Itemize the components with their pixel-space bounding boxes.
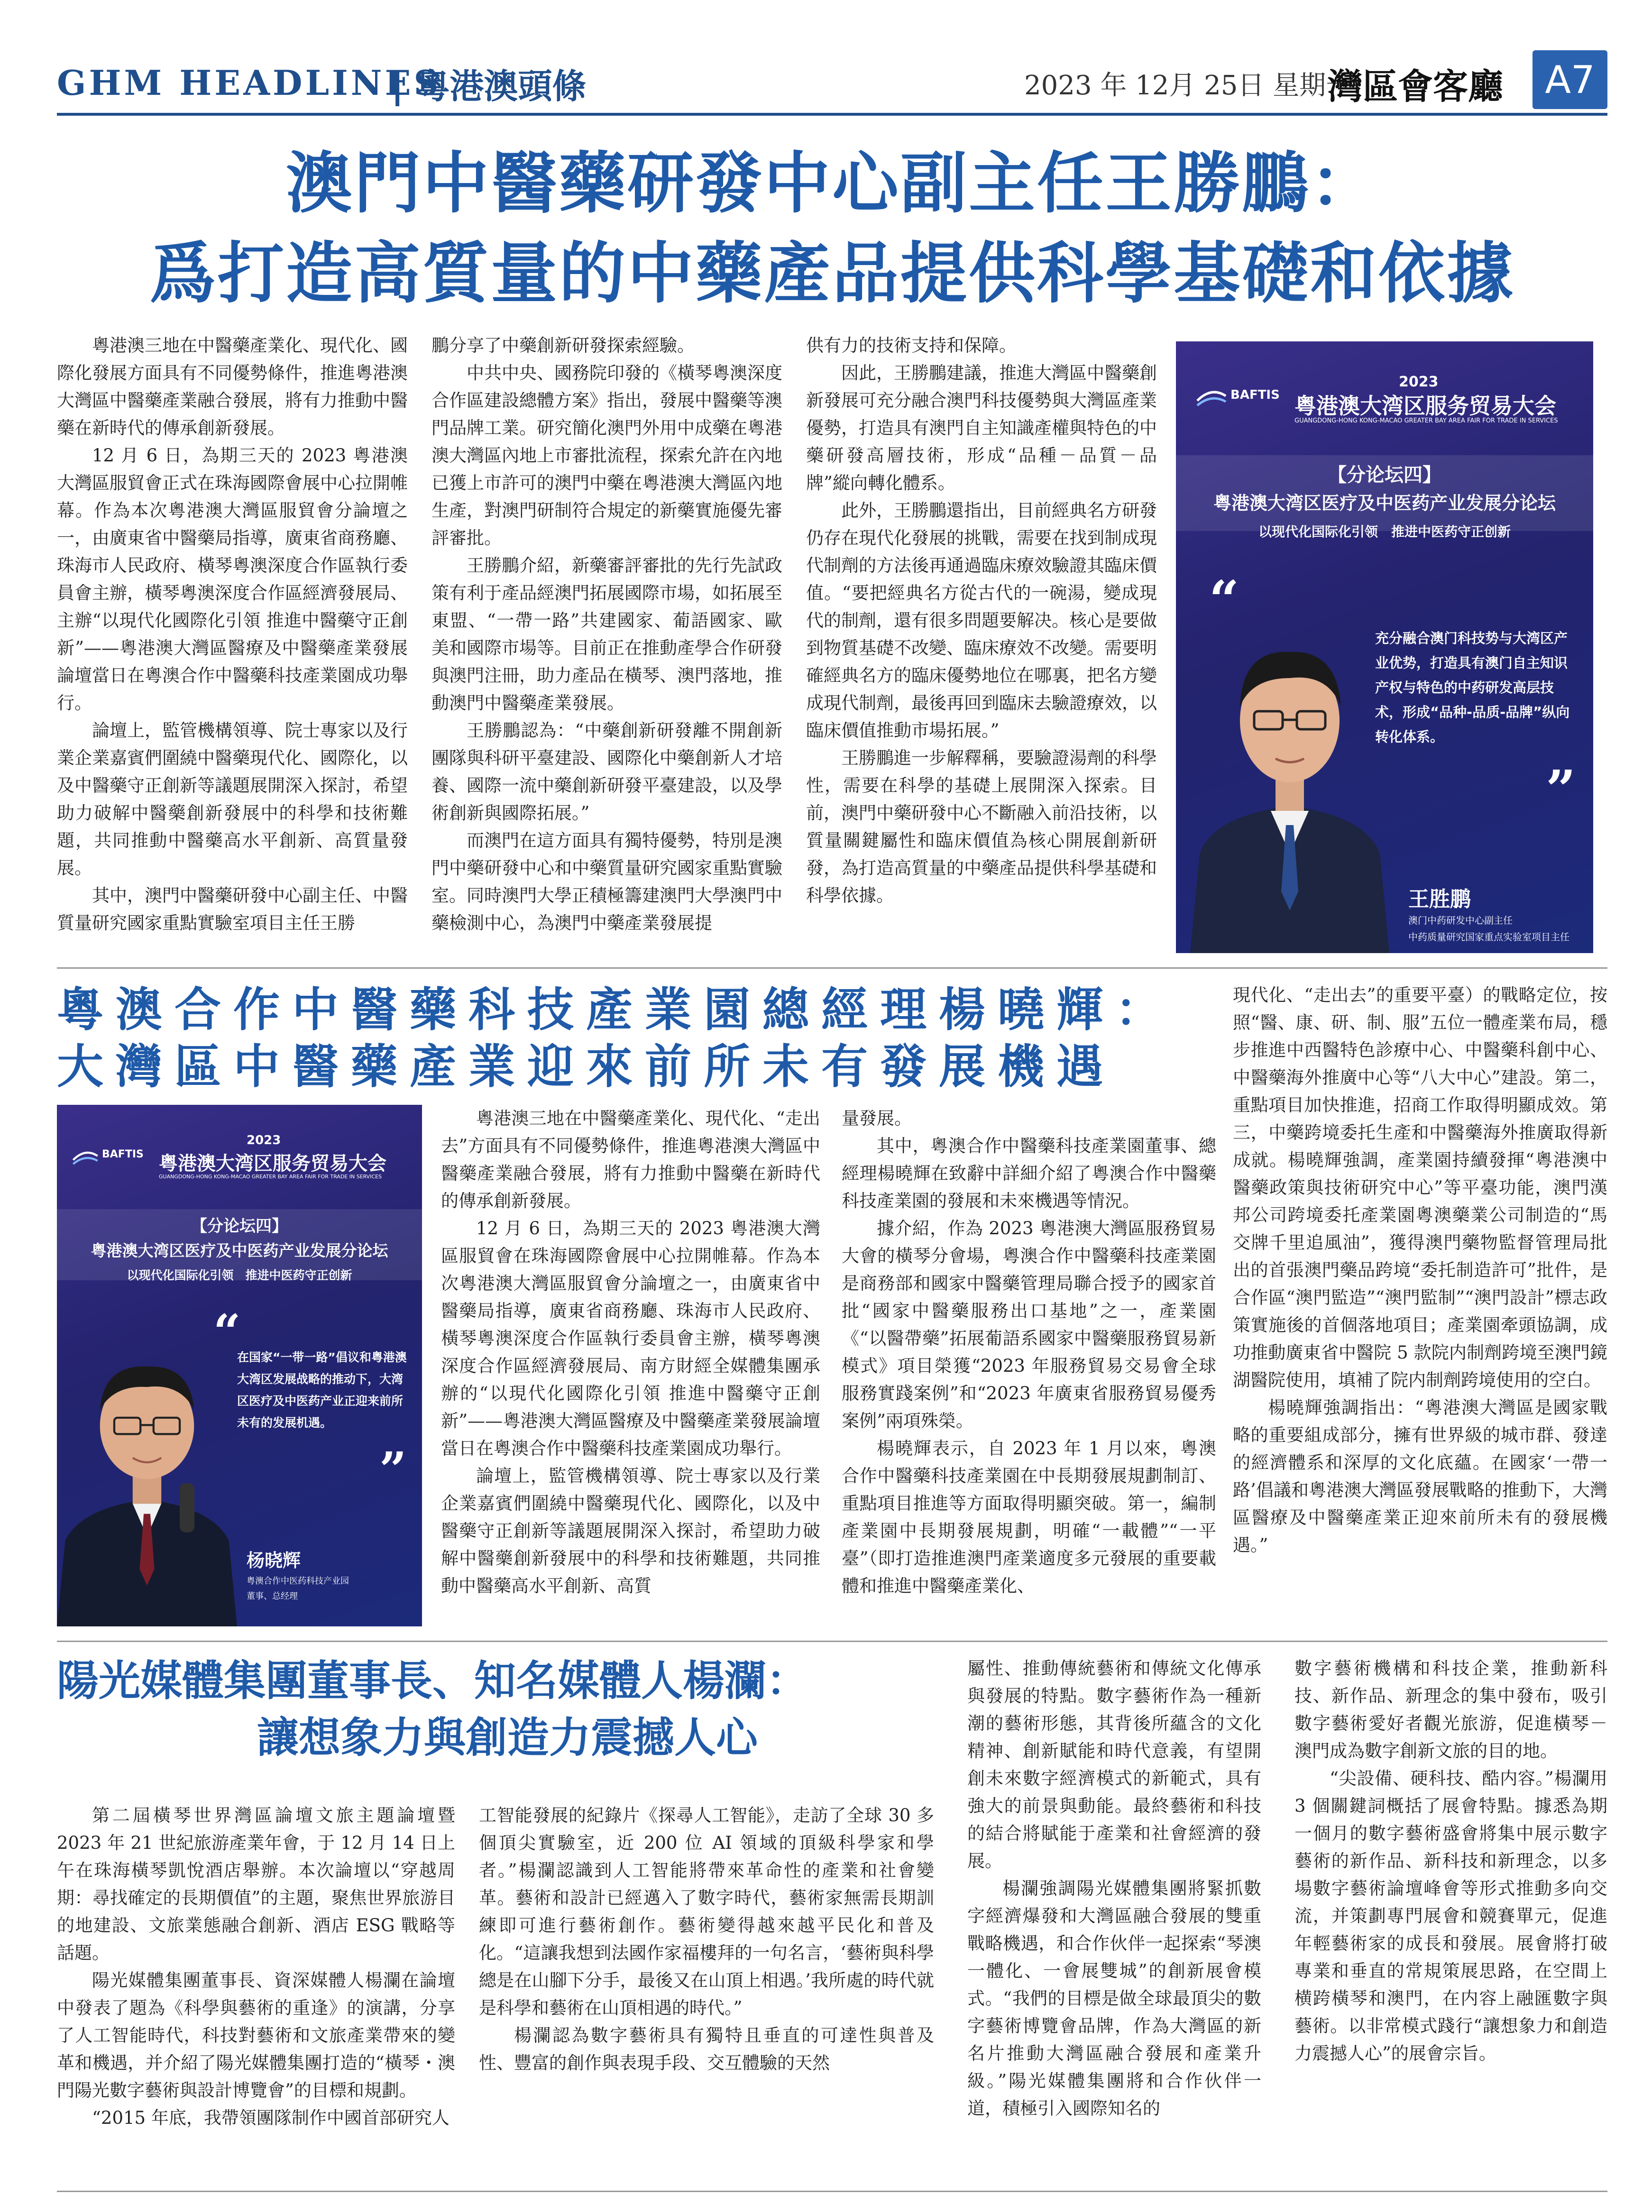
paragraph: 論壇上，監管機構領導、院士專家以及行業企業嘉賓們圍繞中醫藥現代化、國際化，以及中醫藥守正創新等議題展開深入探討，希望助力破解中醫藥創新發展中的科學和技術難題，共同推動中醫藥高水平創新、高質量發展。 bbox=[57, 720, 408, 878]
open-quote-icon: “ bbox=[1209, 569, 1239, 630]
paragraph: 現代化、“走出去”的重要平臺）的戰略定位，按照“醫、康、研、制、服”五位一體產業布局，穩步推進中西醫特色診療中心、中醫藥科創中心、中醫藥海外推廣中心等“八大中心”建設。第二，重點項目加快推進，招商工作取得明顯成效。第三，中藥跨境委托生產和中醫藥海外推廣取得新成就。楊曉輝強調，產業園持續發揮“粵港澳中醫藥政策與技術研究中心”等平臺功能，澳門漢邦公司跨境委托產業園粵澳藥業公司制造的“馬交牌千里追風油”，獲得澳門藥物監督管理局批出的首張澳門藥品跨境“委托制造許可”批件，是合作區“澳門監造”“澳門監制”“澳門設計”標志政策實施後的首個落地項目；產業園牽頭協調，成功推動廣東省中醫院 5 款院内制劑跨境至澳門鏡湖醫院使用，填補了院内制劑跨境使用的空白。 bbox=[1233, 985, 1607, 1390]
pull-quote: 在国家“一带一路”倡议和粤港澳大湾区发展战略的推动下，大湾区医疗及中医药产业正迎来前所未有的发展机遇。 bbox=[237, 1350, 407, 1430]
article3-headline-line1: 陽光媒體集團董事長、知名媒體人楊瀾： bbox=[57, 1656, 808, 1705]
paragraph: 而澳門在這方面具有獨特優勢，特別是澳門中藥研發中心和中藥質量研究國家重點實驗室。同時澳門大學正積極籌建澳門大學澳門中藥檢測中心，為澳門中藥產業發展提 bbox=[431, 830, 782, 933]
paragraph: 量發展。 bbox=[842, 1108, 912, 1129]
paragraph: 楊曉輝表示，自 2023 年 1 月以來，粵澳合作中醫藥科技產業園在中長期發展規劃制訂、重點項目推進等方面取得明顯突破。第一，編制產業園中長期發展規劃，明確“一載體”“一平臺”（即打造推進澳門產業適度多元發展的重要載體和推進中醫藥產業化、 bbox=[842, 1438, 1216, 1596]
paragraph: 楊瀾認為數字藝術具有獨特且垂直的可達性與普及性、豐富的創作與表現手段、交互體驗的天然 bbox=[479, 2025, 934, 2073]
forum-tag: 【分论坛四】 bbox=[191, 1217, 288, 1236]
baftis-logo-icon bbox=[1195, 386, 1228, 410]
article3-column-3 bbox=[967, 1655, 1261, 2181]
baftis-logo-text: BAFTIS bbox=[1230, 388, 1280, 402]
expo-name-cn: 粤港澳大湾区服务贸易大会 bbox=[159, 1153, 386, 1175]
close-quote-icon: ” bbox=[1546, 759, 1576, 820]
section-divider bbox=[57, 967, 1607, 969]
paragraph: 據介紹，作為 2023 粵港澳大灣區服務貿易大會的橫琴分會場，粵澳合作中醫藥科技產業園是商務部和國家中醫藥管理局聯合授予的國家首批“國家中醫藥服務出口基地”之一，產業園《“以醫帶藥”拓展葡語系國家中醫藥服務貿易新模式》項目榮獲“2023 年服務貿易交易會全球服務實踐案例”和“2023 年廣東省服務貿易優秀案例”兩項殊榮。 bbox=[842, 1218, 1216, 1431]
article2-headline-line2: 大灣區中醫藥產業迎來前所未有發展機遇 bbox=[57, 1040, 1116, 1094]
article3-column-2 bbox=[479, 1802, 934, 2181]
speaker-role-2: 董事、总经理 bbox=[247, 1591, 298, 1601]
paragraph: 論壇上，監管機構領導、院士專家以及行業企業嘉賓們圍繞中醫藥現代化、國際化，以及中醫藥守正創新等議題展開深入探討，希望助力破解中醫藥創新發展中的科學和技術難題，共同推動中醫藥高水平創新、高質 bbox=[441, 1466, 820, 1596]
expo-year: 2023 bbox=[1399, 374, 1439, 390]
paragraph: 鵬分享了中藥創新研發探索經驗。 bbox=[431, 335, 695, 356]
speaker-role-1: 粤澳合作中医药科技产业园 bbox=[247, 1576, 349, 1586]
article2-column-3 bbox=[1233, 982, 1607, 1631]
paragraph: 工智能發展的紀錄片《探尋人工智能》，走訪了全球 30 多個頂尖實驗室，近 200 位 AI 領域的頂級科學家和學者。”楊瀾認識到人工智能將帶來革命性的產業和社會變革。藝術和設計已經邁入了數字時代，藝術家無需長期訓練即可進行藝術創作。藝術變得越來越平民化和普及化。“這讓我想到法國作家福樓拜的一句名言，‘藝術與科學總是在山腳下分手，最後又在山頂上相遇。’我所處的時代就是科學和藝術在山頂相遇的時代。” bbox=[479, 1805, 934, 2018]
article3-headline-line2: 讓想象力與創造力震撼人心 bbox=[257, 1713, 758, 1762]
paragraph: 12 月 6 日，為期三天的 2023 粵港澳大灣區服貿會正式在珠海國際會展中心拉開帷幕。作為本次粵港澳大灣區服貿會分論壇之一，由廣東省中醫藥局指導，廣東省商務廳、珠海市人民政府、橫琴粵澳深度合作區執行委員會主辦，橫琴粵澳深度合作區經濟發展局、主辦“以現代化國際化引領 推進中醫藥守正創新”——粵港澳大灣區醫療及中醫藥產業發展論壇當日在粵澳合作中醫藥科技產業園成功舉行。 bbox=[57, 445, 408, 713]
pull-quote: 充分融合澳门科技势与大湾区产业优势，打造具有澳门自主知识产权与特色的中药研发高层技术，形成“品种-品质-品牌”纵向转化体系。 bbox=[1375, 630, 1570, 745]
page-number-badge: A7 bbox=[1533, 50, 1607, 109]
paragraph: 因此，王勝鵬建議，推進大灣區中醫藥創新發展可充分融合澳門科技優勢與大灣區產業優勢，打造具有澳門自主知識產權與特色的中藥研發高層技術，形成“品種－品質－品牌”縱向轉化體系。 bbox=[806, 363, 1157, 493]
speaker-role-1: 澳门中药研发中心副主任 bbox=[1408, 915, 1513, 926]
forum-title: 粤港澳大湾区医疗及中医药产业发展分论坛 bbox=[91, 1241, 388, 1260]
article1-headline-line1: 澳門中醫藥研發中心副主任王勝鵬： bbox=[285, 145, 1378, 222]
expo-name-cn: 粤港澳大湾区服务贸易大会 bbox=[1294, 393, 1556, 419]
paragraph: 其中，澳門中醫藥研發中心副主任、中醫質量研究國家重點實驗室項目主任王勝 bbox=[57, 885, 408, 933]
article2-headline-line1: 粵澳合作中醫藥科技產業園總經理楊曉輝： bbox=[57, 983, 1175, 1037]
paragraph: 粵港澳三地在中醫藥產業化、現代化、“走出去”方面具有不同優勢條件，推進粵港澳大灣區中醫藥產業融合發展，將有力推動中醫藥在新時代的傳承創新發展。 bbox=[441, 1108, 820, 1211]
expo-name-en: GUANGDONG-HONG KONG-MACAO GREATER BAY AREA FAIR FOR TRADE IN SERVICES bbox=[159, 1174, 382, 1180]
paragraph: 屬性、推動傳統藝術和傳統文化傳承與發展的特點。數字藝術作為一種新潮的藝術形態，其背後所蘊含的文化精神、創新賦能和時代意義，有望開創未來數字經濟模式的新範式，具有強大的前景與動能。最終藝術和科技的結合將賦能于產業和社會經濟的發展。 bbox=[967, 1658, 1261, 1871]
paragraph: 粵港澳三地在中醫藥產業化、現代化、國際化發展方面具有不同優勢條件，推進粵港澳大灣區中醫藥產業融合發展，將有力推動中醫藥在新時代的傳承創新發展。 bbox=[57, 335, 408, 438]
article1-column-3 bbox=[806, 332, 1157, 948]
baftis-logo-icon bbox=[71, 1147, 100, 1168]
article3-column-1 bbox=[57, 1802, 455, 2181]
paragraph: 王勝鵬認為：“中藥創新研發離不開創新團隊與科研平臺建設、國際化中藥創新人才培養、國際一流中藥創新研發平臺建設，以及學術創新與國際拓展。” bbox=[431, 720, 782, 823]
paragraph: 12 月 6 日，為期三天的 2023 粵港澳大灣區服貿會在珠海國際會展中心拉開帷幕。作為本次粵港澳大灣區服貿會分論壇之一，由廣東省中醫藥局指導，廣東省商務廳、珠海市人民政府、橫琴粵澳深度合作區執行委員會主辦，橫琴粵澳深度合作區經濟發展局、南方財經全媒體集團承辦的“以現代化國際化引領 推進中醫藥守正創新”——粵港澳大灣區醫療及中醫藥產業發展論壇當日在粵澳合作中醫藥科技產業園成功舉行。 bbox=[441, 1218, 820, 1459]
article1-headline-line2: 爲打造高質量的中藥產品提供科學基礎和依據 bbox=[149, 235, 1515, 312]
paragraph: 其中，粵澳合作中醫藥科技產業園董事、總經理楊曉輝在致辭中詳細介紹了粵澳合作中醫藥科技產業園的發展和未來機遇等情況。 bbox=[842, 1136, 1216, 1211]
issue-date: 2023 年 12月 25日 星期一 bbox=[1024, 70, 1353, 101]
article1-column-1 bbox=[57, 332, 408, 948]
paragraph: 中共中央、國務院印發的《橫琴粵澳深度合作區建設總體方案》指出，發展中醫藥等澳門品牌工業。研究簡化澳門外用中成藥在粵港澳大灣區內地上市審批流程，探索允許在內地已獲上市許可的澳門中藥在粵港澳大灣區內地生產，對澳門研制符合規定的新藥實施優先審評審批。 bbox=[431, 363, 782, 548]
forum-title: 粤港澳大湾区医疗及中医药产业发展分论坛 bbox=[1213, 493, 1556, 514]
expo-name-en: GUANGDONG-HONG KONG-MACAO GREATER BAY AREA FAIR FOR TRADE IN SERVICES bbox=[1294, 417, 1558, 424]
forum-subtitle: 以现代化国际化引领 推进中医药守正创新 bbox=[127, 1268, 352, 1282]
paragraph: 王勝鵬進一步解釋稱，要驗證湯劑的科學性，需要在科學的基礎上展開深入探索。目前，澳門中藥研發中心不斷融入前沿技術，以質量關鍵屬性和臨床價值為核心開展創新研發，為打造高質量的中藥產品提供科學基礎和科學依據。 bbox=[806, 748, 1157, 906]
paragraph: 楊瀾強調陽光媒體集團將緊抓數字經濟爆發和大灣區融合發展的雙重戰略機遇，和合作伙伴一起探索“琴澳一體化、一會展雙城”的創新展會模式。“我們的目標是做全球最頂尖的數字藝術博覽會品牌，作為大灣區的新名片推動大灣區融合發展和產業升級。”陽光媒體集團將和合作伙伴一道，積極引入國際知名的 bbox=[967, 1878, 1261, 2119]
section-divider bbox=[57, 1641, 1607, 1642]
footer-rule bbox=[57, 2191, 1607, 2192]
speaker-portrait bbox=[1185, 607, 1394, 953]
masthead-brand-cn: | 粵港澳頭條 bbox=[391, 66, 587, 106]
paragraph: 陽光媒體集團董事長、資深媒體人楊瀾在論壇中發表了題為《科學與藝術的重逢》的演講，分享了人工智能時代，科技對藝術和文旅產業帶來的變革和機遇，并介紹了陽光媒體集團打造的“橫琴・澳門陽光數字藝術與設計博覽會”的目標和規劃。 bbox=[57, 1970, 455, 2101]
open-quote-icon: “ bbox=[213, 1304, 241, 1360]
article3-column-4 bbox=[1294, 1655, 1607, 2181]
speaker-name: 杨晓辉 bbox=[247, 1550, 301, 1571]
paragraph: 第二屆橫琴世界灣區論壇文旅主題論壇暨 2023 年 21 世紀旅游產業年會，于 12 月 14 日上午在珠海橫琴凱悅酒店舉辦。本次論壇以“穿越周期：尋找確定的長期價值”的主題，聚焦世界旅游目的地建設、文旅業態融合創新、酒店 ESG 戰略等話題。 bbox=[57, 1805, 455, 1963]
paragraph: 數字藝術機構和科技企業，推動新科技、新作品、新理念的集中發布，吸引數字藝術愛好者觀光旅游，促進橫琴－澳門成為數字創新文旅的目的地。 bbox=[1294, 1658, 1607, 1761]
article1-column-2 bbox=[431, 332, 782, 948]
section-name: 灣區會客廳 bbox=[1328, 66, 1503, 107]
article1-forum-poster bbox=[1176, 341, 1593, 953]
paragraph: “2015 年底，我帶領團隊制作中國首部研究人 bbox=[92, 2108, 450, 2128]
paragraph: 楊曉輝強調指出：“粵港澳大灣區是國家戰略的重要組成部分，擁有世界級的城市群、發達的經濟體系和深厚的文化底蘊。在國家‘一帶一路’倡議和粵港澳大灣區發展戰略的推動下，大灣區醫療及中醫藥產業正迎來前所未有的發展機遇。” bbox=[1233, 1397, 1607, 1555]
article2-forum-poster bbox=[57, 1105, 422, 1626]
article2-column-1 bbox=[441, 1105, 820, 1631]
baftis-logo-text: BAFTIS bbox=[102, 1148, 144, 1160]
close-quote-icon: ” bbox=[379, 1441, 407, 1497]
masthead-brand: GHM HEADLINES bbox=[57, 63, 441, 103]
expo-year: 2023 bbox=[247, 1133, 281, 1147]
header-rule bbox=[57, 113, 1607, 116]
speaker-portrait bbox=[57, 1328, 237, 1626]
speaker-role-2: 中药质量研究国家重点实验室项目主任 bbox=[1408, 931, 1569, 943]
speaker-name: 王胜鹏 bbox=[1408, 887, 1471, 911]
paragraph: 供有力的技術支持和保障。 bbox=[806, 335, 1017, 356]
paragraph: 此外，王勝鵬還指出，目前經典名方研發仍存在現代化發展的挑戰，需要在找到制成現代制劑的方法後再通過臨床療效驗證其臨床價值。“要把經典名方從古代的一碗湯，變成現代的制劑，還有很多問題要解决。核心是要做到物質基礎不改變、臨床療效不改變。需要明確經典名方的臨床優勢地位在哪裏，把名方變成現代制劑，最後再回到臨床去驗證療效，以臨床價值推動市場拓展。” bbox=[806, 500, 1157, 741]
paragraph: “尖設備、硬科技、酷内容。”楊瀾用 3 個關鍵詞概括了展會特點。據悉為期一個月的數字藝術盛會將集中展示數字藝術的新作品、新科技和新理念，以多場數字藝術論壇峰會等形式推動多向交流，并策劃專門展會和競賽單元，促進年輕藝術家的成長和發展。展會將打破專業和垂直的常規策展思路，在空間上横跨橫琴和澳門，在内容上融匯數字與藝術。以非常模式踐行“讓想象力和創造力震撼人心”的展會宗旨。 bbox=[1294, 1768, 1607, 2064]
forum-tag: 【分论坛四】 bbox=[1328, 464, 1441, 486]
paragraph: 王勝鵬介紹，新藥審評審批的先行先試政策有利于產品經澳門拓展國際市場，如拓展至東盟、“一帶一路”共建國家、葡語國家、歐美和國際市場等。目前正在推動產學合作研發與澳門注冊，助力產品在橫琴、澳門落地，推動澳門中醫藥產業發展。 bbox=[431, 555, 782, 713]
forum-subtitle: 以现代化国际化引领 推进中医药守正创新 bbox=[1258, 524, 1511, 540]
article2-column-2 bbox=[842, 1105, 1216, 1631]
